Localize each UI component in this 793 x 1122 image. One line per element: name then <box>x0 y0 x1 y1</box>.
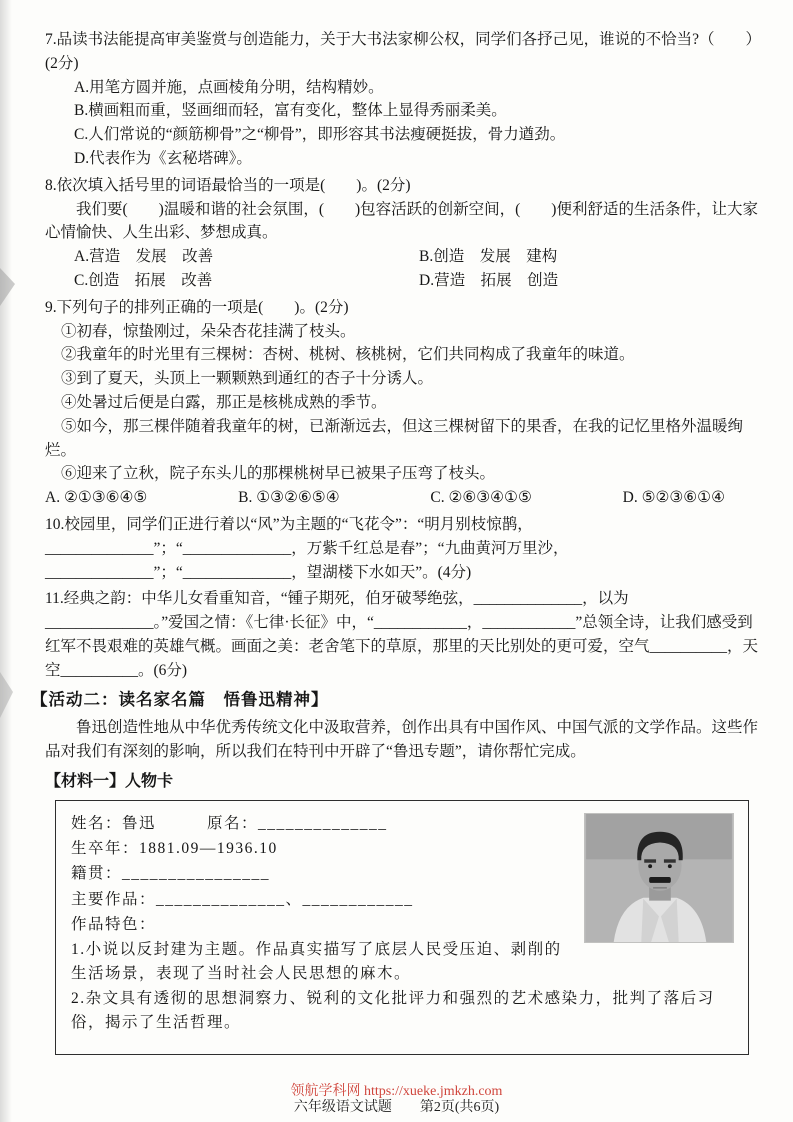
question-9-option-a: A. ②①③⑥④⑤ <box>45 489 148 507</box>
card-row-name: 姓名：鲁迅 原名：______________ <box>71 814 388 832</box>
exam-content <box>31 28 762 1055</box>
page-footer <box>0 1084 793 1116</box>
question-9-options <box>45 486 761 510</box>
question-9-sentence-1: ①初春，惊蛰刚过，朵朵杏花挂满了枝头。 <box>61 322 356 340</box>
scan-artifact <box>0 672 13 718</box>
question-8-stem: 8.依次填入括号里的词语最恰当的一项是( )。(2分) <box>45 176 411 194</box>
question-8-options <box>45 245 761 293</box>
scan-artifact <box>0 268 15 306</box>
question-9-option-b: B. ①③②⑥⑤④ <box>238 489 340 507</box>
card-row-hometown: 籍贯：________________ <box>71 865 271 883</box>
question-9 <box>45 296 761 510</box>
footer-watermark: 领航学科网 https://xueke.jmkzh.com <box>290 1084 503 1099</box>
question-8-option-d: D.营造 拓展 创造 <box>419 271 559 289</box>
footer-page-info: 六年级语文试题 第2页(共6页) <box>293 1100 500 1115</box>
question-8-option-b: B.创造 发展 建构 <box>419 248 558 266</box>
scan-edge-shadow <box>0 0 12 1122</box>
question-9-sentence-5: ⑤如今，那三棵伴随着我童年的树，已渐渐远去，但这三棵树留下的果香，在我的记忆里格外温暖绚烂。 <box>45 417 744 459</box>
card-row-dates: 生卒年：1881.09—1936.10 <box>71 840 278 857</box>
question-10 <box>45 513 761 584</box>
question-7-option-c: C.人们常说的“颜筋柳骨”之“柳骨”，即形容其书法瘦硬挺拔，骨力遒劲。 <box>74 126 566 144</box>
question-11-text: 11.经典之韵：中华儿女看重知音，“锺子期死，伯牙破琴绝弦，______________，以为______________。”爱国之情：《七律·长征》中，“____________，____________”总领全诗，让我们感受到红军不畏艰难的英雄气概。画面之美：老舍笔下的草原，那里的天比别处的更可爱，空气__________，天空__________。(6分) <box>45 590 759 679</box>
question-7-option-d: D.代表作为《玄秘塔碑》。 <box>74 149 252 167</box>
question-9-option-c: C. ②⑥③④①⑤ <box>430 489 532 507</box>
question-7-stem: 7.品读书法能提高审美鉴赏与创造能力，关于大书法家柳公权，同学们各抒己见，谁说的不恰当?（ ）(2分) <box>45 31 762 72</box>
question-9-sentence-6: ⑥迎来了立秋，院子东头儿的那棵桃树早已被果子压弯了枝头。 <box>61 465 496 483</box>
question-7-option-a: A.用笔方圆并施，点画棱角分明，结构精妙。 <box>74 78 384 96</box>
luxun-photo <box>585 814 733 942</box>
question-8-passage: 我们要( )温暖和谐的社会氛围，( )包容活跃的创新空间，( )便利舒适的生活条件，让大家心情愉快、人生出彩、梦想成真。 <box>45 200 758 242</box>
question-7-option-b: B.横画粗而重，竖画细而轻，富有变化，整体上显得秀丽柔美。 <box>74 102 507 120</box>
card-row-works: 主要作品：______________、____________ <box>71 890 414 908</box>
card-feature-1: 1.小说以反封建为主题。作品真实描写了底层人民受压迫、剥削的生活场景，表现了当时社会人民思想的麻木。 <box>71 941 562 982</box>
question-8-option-c: C.创造 拓展 改善 <box>74 271 213 289</box>
material-1-heading: 【材料一】人物卡 <box>45 772 174 790</box>
question-8 <box>45 174 761 293</box>
question-7 <box>45 28 761 171</box>
activity-2-heading: 【活动二：读名家名篇 悟鲁迅精神】 <box>31 690 329 709</box>
question-8-option-a: A.营造 发展 改善 <box>74 248 214 266</box>
material-card <box>55 800 749 1055</box>
luxun-photo-graphic <box>585 814 733 942</box>
question-9-sentence-3: ③到了夏天，头顶上一颗颗熟到通红的杏子十分诱人。 <box>61 370 434 388</box>
question-9-option-d: D. ⑤②③⑥①④ <box>622 489 725 507</box>
card-row-features-label: 作品特色： <box>71 915 157 933</box>
activity-2-intro: 鲁迅创造性地从中华优秀传统文化中汲取营养，创作出具有中国作风、中国气派的文学作品。这些作品对我们有深刻的影响，所以我们在特刊中开辟了“鲁迅专题”，请你帮忙完成。 <box>45 719 759 761</box>
question-10-text: 10.校园里，同学们正进行着以“风”为主题的“飞花令”：“明月别枝惊鹊，______________”；“______________，万紫千红总是春”；“九曲黄河万里沙，______________”；“______________，望湖楼下水如天”。(4分) <box>45 515 569 581</box>
question-11 <box>45 587 761 682</box>
question-9-stem: 9.下列句子的排列正确的一项是( )。(2分) <box>45 298 349 316</box>
card-feature-2: 2.杂文具有透彻的思想洞察力、锐利的文化批评力和强烈的艺术感染力，批判了落后习俗，揭示了生活哲理。 <box>71 990 715 1032</box>
question-9-sentence-2: ②我童年的时光里有三棵树：杏树、桃树、核桃树，它们共同构成了我童年的味道。 <box>61 346 635 364</box>
question-9-sentence-4: ④处暑过后便是白露，那正是核桃成熟的季节。 <box>61 393 387 411</box>
